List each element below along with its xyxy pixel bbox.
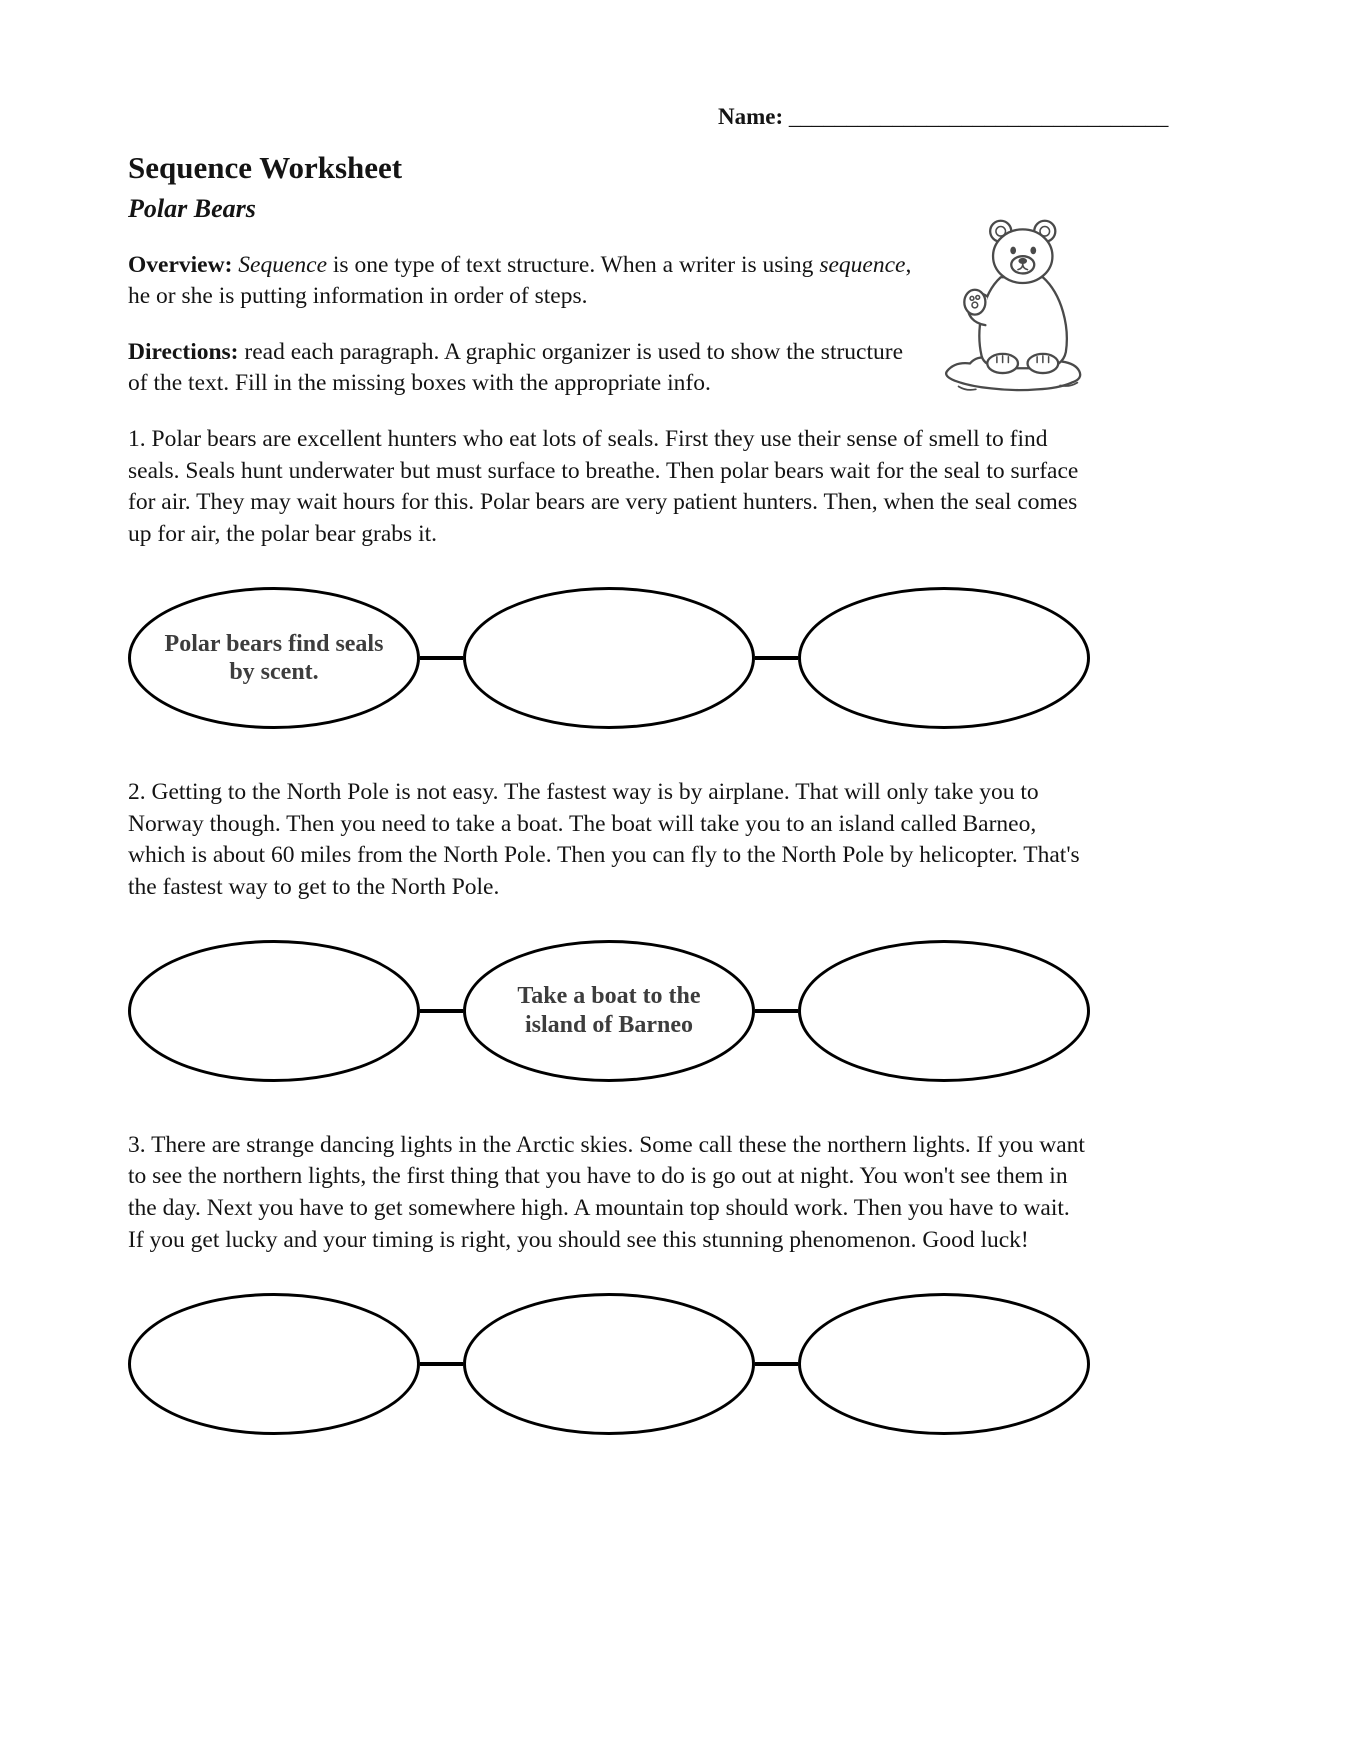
connector-line — [755, 656, 798, 660]
connector-line — [755, 1362, 798, 1366]
connector-line — [755, 1009, 798, 1013]
story-paragraph-1: 1. Polar bears are excellent hunters who eat lots of seals. First they use their sense of smell to find seals. Seals hunt underwater but must surface to breathe. Then polar bears wait for the seal to surface for air. They may wait hours for this. Polar bears are very patient hunters. Then, when the seal comes up for air, the polar bear grabs it. — [128, 425, 1079, 548]
story-paragraph-2: 2. Getting to the North Pole is not easy. The fastest way is by airplane. That will only take you to Norway though. Then you need to take a boat. The boat will take you to an island called Barneo, which is about 60 miles from the North Pole. Then you can fly to the North Pole by helicopter. That's the fastest way to get to the North Pole. — [128, 778, 1080, 900]
graphic-organizer-1 — [128, 587, 1090, 729]
connector-line — [420, 1362, 463, 1366]
page-subtitle: Polar Bears — [128, 194, 256, 223]
organizer-cell-text: Polar bears find seals by scent. — [164, 630, 384, 685]
organizer-1-cell-3 — [798, 587, 1090, 729]
story-paragraph-3: 3. There are strange dancing lights in the Arctic skies. Some call these the northern lights. If you want to see the northern lights, the first thing that you have to do is go out at night. You won't see them in the day. Next you have to get somewhere high. A mountain top should work. Then you have to wait. If you get lucky and your timing is right, you should see this stunning phenomenon. Good luck! — [128, 1131, 1085, 1253]
connector-line — [420, 1009, 463, 1013]
name-row — [718, 104, 1168, 130]
organizer-1-cell-1 — [128, 587, 420, 729]
organizer-3-cell-3 — [798, 1293, 1090, 1435]
organizer-3-cell-2 — [463, 1293, 755, 1435]
organizer-2-cell-1 — [128, 940, 420, 1082]
organizer-2-cell-3 — [798, 940, 1090, 1082]
organizer-2-cell-2 — [463, 940, 755, 1082]
organizer-1-cell-2 — [463, 587, 755, 729]
connector-line — [420, 656, 463, 660]
worksheet-content — [128, 150, 1090, 1483]
directions-label: Directions: — [128, 338, 245, 365]
graphic-organizer-3 — [128, 1293, 1090, 1435]
overview-label: Overview: — [128, 252, 239, 278]
graphic-organizer-2 — [128, 940, 1090, 1082]
organizer-cell-text: Take a boat to the island of Barneo — [517, 983, 701, 1038]
name-blank-line: _________________________________ — [783, 104, 1169, 129]
organizer-3-cell-1 — [128, 1293, 420, 1435]
overview-paragraph: Overview: Sequence is one type of text structure. When a writer is using sequence, he or she is putting information in order of steps. — [128, 252, 912, 310]
directions-paragraph: Directions: read each paragraph. A graphic organizer is used to show the structure of the text. Fill in the missing boxes with the appropriate info. — [128, 338, 904, 397]
page-title: Sequence Worksheet — [128, 150, 403, 185]
name-label: Name: — [718, 104, 784, 129]
